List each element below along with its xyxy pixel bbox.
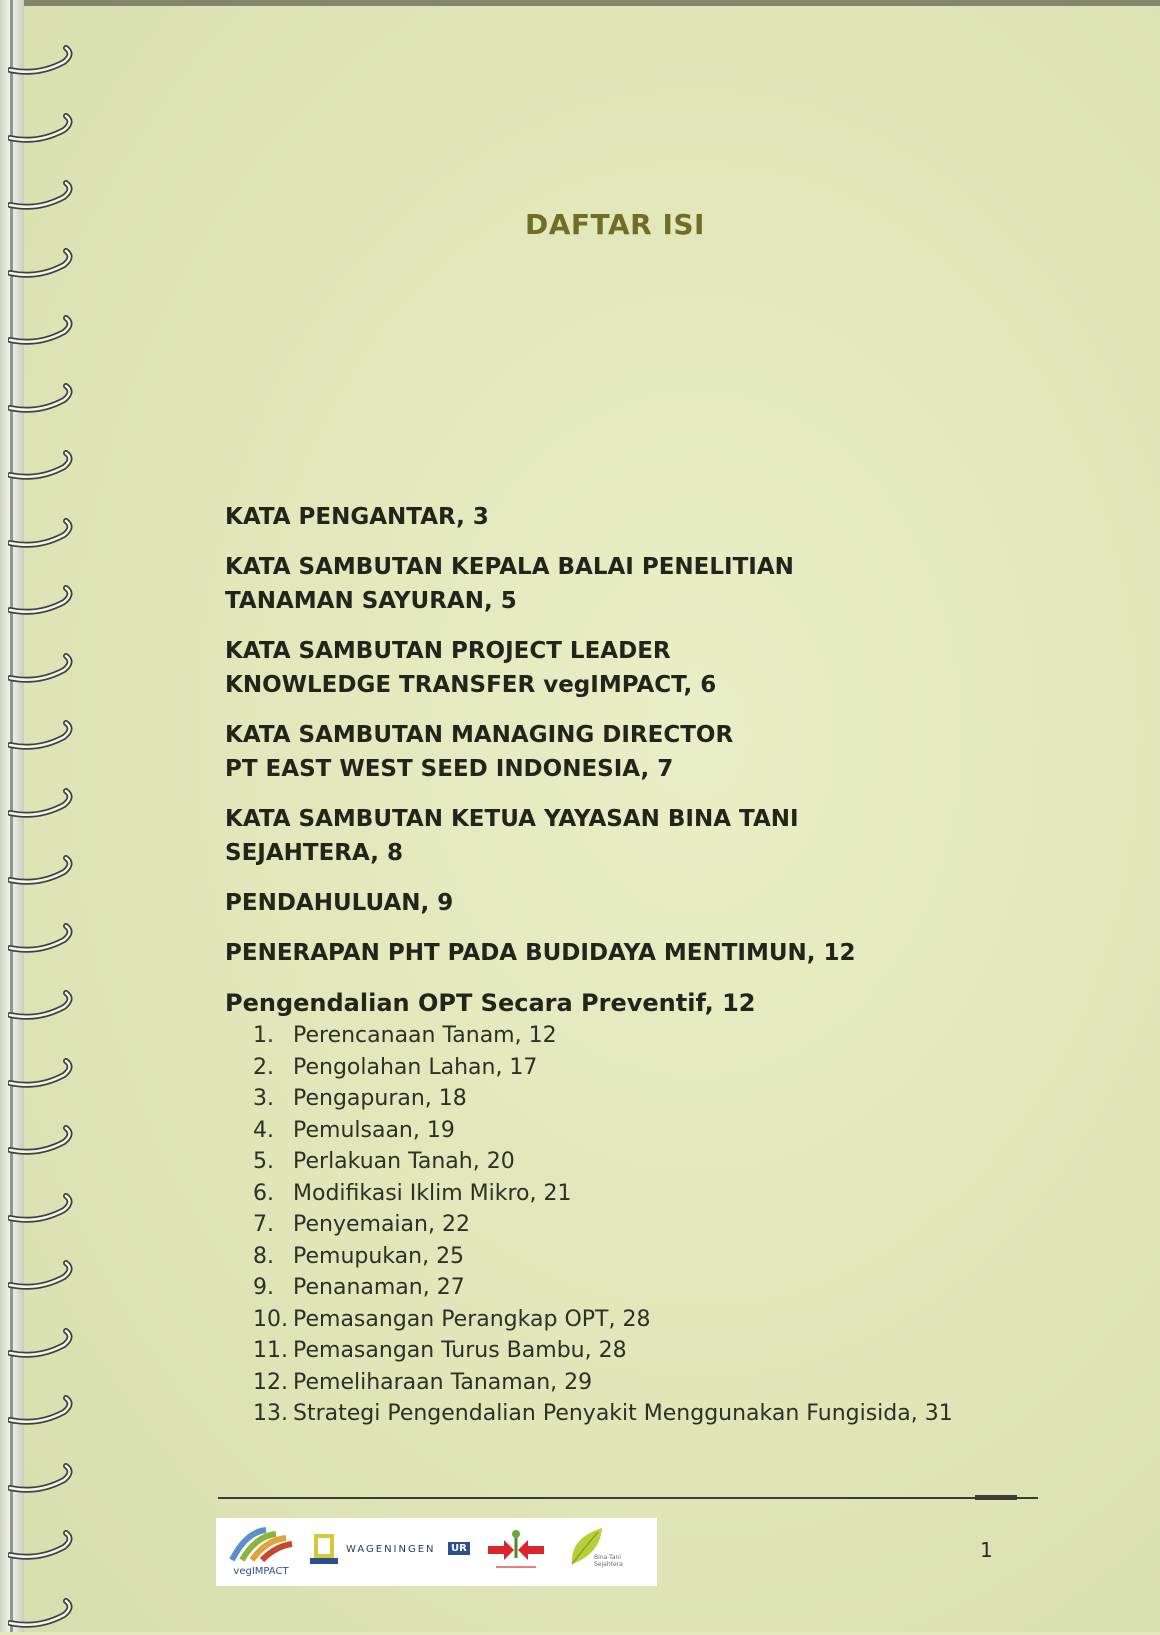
wageningen-logo	[310, 1532, 470, 1572]
bina-tani-logo-label: Bina Tani Sejahtera	[594, 1554, 623, 1568]
toc-entry-line: SEJAHTERA, 8	[225, 840, 403, 866]
toc-list-item	[253, 1209, 1105, 1241]
toc-subsection-list	[225, 1020, 1105, 1430]
spiral-coil	[8, 1460, 78, 1500]
toc-list-item-text: Pengapuran, 18	[293, 1086, 467, 1111]
toc-list-item-text: Pemasangan Perangkap OPT, 28	[293, 1306, 651, 1332]
spiral-coil	[8, 447, 78, 487]
page-number: 1	[980, 1538, 993, 1562]
toc-entry-line: KATA SAMBUTAN KEPALA BALAI PENELITIAN	[225, 554, 794, 580]
partner-logos	[216, 1518, 657, 1586]
spiral-coil	[8, 312, 78, 352]
spiral-coil	[8, 1392, 78, 1432]
spiral-coil	[8, 515, 78, 555]
spiral-coil	[8, 110, 78, 150]
spiral-coil	[8, 852, 78, 892]
spiral-coil	[8, 245, 78, 285]
toc-entry	[225, 634, 1105, 702]
toc-list-item-text: Perencanaan Tanam, 12	[293, 1023, 557, 1048]
ewindo-arrows-icon	[486, 1528, 546, 1574]
page-top-edge	[0, 0, 1160, 6]
spiral-coil	[8, 1122, 78, 1162]
toc-list-item	[253, 1304, 1105, 1336]
toc-list-item-text: Pengolahan Lahan, 17	[293, 1054, 538, 1080]
footer-rule	[218, 1497, 1038, 1499]
toc-list-item	[253, 1367, 1105, 1399]
spiral-coil	[8, 920, 78, 960]
bina-tani-logo	[566, 1524, 646, 1580]
toc-list-item-number: 3.	[253, 1086, 274, 1111]
spiral-coil	[8, 1527, 78, 1567]
vegimpact-logo	[226, 1524, 296, 1580]
spiral-coil	[8, 1595, 78, 1635]
toc-entry-line: PENDAHULUAN, 9	[225, 890, 454, 916]
spiral-coil	[8, 785, 78, 825]
spiral-coil	[8, 987, 78, 1027]
toc-list-item-number: 5.	[253, 1149, 274, 1174]
toc-entry	[225, 886, 1105, 920]
spiral-coil	[8, 650, 78, 690]
toc-entry	[225, 718, 1105, 786]
spiral-coil	[8, 582, 78, 622]
toc-entries	[225, 500, 1105, 970]
table-of-contents	[225, 500, 1105, 1430]
spiral-coil	[8, 1325, 78, 1365]
toc-list-item-text: Pemeliharaan Tanaman, 29	[293, 1369, 593, 1395]
toc-list-item-text: Penanaman, 27	[293, 1275, 465, 1300]
toc-list-item	[253, 1052, 1105, 1084]
toc-list-item-number: 9.	[253, 1275, 274, 1300]
toc-list-item-number: 7.	[253, 1212, 274, 1237]
wageningen-ur-badge: UR	[448, 1542, 470, 1555]
spiral-coil	[8, 380, 78, 420]
toc-entry-line: PT EAST WEST SEED INDONESIA, 7	[225, 756, 674, 782]
toc-entry-line: PENERAPAN PHT PADA BUDIDAYA MENTIMUN, 12	[225, 940, 856, 966]
toc-entry	[225, 550, 1105, 618]
toc-list-item	[253, 1241, 1105, 1273]
toc-list-item-number: 12.	[253, 1369, 288, 1395]
toc-list-item-text: Pemupukan, 25	[293, 1243, 465, 1269]
toc-entry	[225, 500, 1105, 534]
spiral-coil	[8, 717, 78, 757]
ewindo-logo	[486, 1528, 546, 1576]
toc-list-item-number: 4.	[253, 1117, 274, 1143]
footer-rule-accent	[975, 1495, 1017, 1500]
spiral-coil	[8, 42, 78, 82]
toc-list-item-number: 8.	[253, 1243, 274, 1269]
toc-entry-line: KATA SAMBUTAN PROJECT LEADER	[225, 638, 671, 664]
toc-list-item	[253, 1335, 1105, 1367]
spiral-coil	[8, 1055, 78, 1095]
wageningen-building-icon	[310, 1532, 338, 1566]
spiral-coil	[8, 1257, 78, 1297]
toc-list-item	[253, 1083, 1105, 1115]
toc-list-item	[253, 1020, 1105, 1052]
toc-entry-line: TANAMAN SAYURAN, 5	[225, 588, 517, 614]
toc-list-item-text: Pemasangan Turus Bambu, 28	[293, 1338, 627, 1363]
vegimpact-logo-label: vegIMPACT	[233, 1566, 289, 1577]
toc-list-item	[253, 1146, 1105, 1178]
toc-list-item-number: 6.	[253, 1180, 274, 1206]
toc-list-item-number: 2.	[253, 1054, 274, 1080]
page-title: DAFTAR ISI	[525, 208, 705, 241]
toc-list-item	[253, 1178, 1105, 1210]
spiral-coil	[8, 1190, 78, 1230]
toc-entry-line: KATA SAMBUTAN MANAGING DIRECTOR	[225, 722, 734, 748]
toc-entry	[225, 802, 1105, 870]
toc-list-item-text: Penyemaian, 22	[293, 1212, 470, 1237]
toc-list-item	[253, 1115, 1105, 1147]
toc-list-item	[253, 1398, 1105, 1430]
toc-list-item	[253, 1272, 1105, 1304]
toc-list-item-number: 13.	[253, 1401, 288, 1426]
toc-list-item-number: 1.	[253, 1023, 274, 1048]
toc-subsection-heading: Pengendalian OPT Secara Preventif, 12	[225, 989, 756, 1017]
toc-list-item-text: Perlakuan Tanah, 20	[293, 1149, 515, 1174]
toc-list-item-text: Strategi Pengendalian Penyakit Menggunakan Fungisida, 31	[293, 1401, 953, 1426]
toc-entry-line: KNOWLEDGE TRANSFER vegIMPACT, 6	[225, 672, 717, 698]
toc-entry-line: KATA PENGANTAR, 3	[225, 504, 489, 530]
toc-list-item-text: Pemulsaan, 19	[293, 1117, 455, 1143]
toc-list-item-number: 11.	[253, 1338, 288, 1363]
toc-list-item-number: 10.	[253, 1306, 288, 1332]
toc-entry-line: KATA SAMBUTAN KETUA YAYASAN BINA TANI	[225, 806, 799, 832]
toc-list-item-text: Modifikasi Iklim Mikro, 21	[293, 1180, 572, 1206]
wageningen-logo-label: WAGENINGEN	[346, 1544, 436, 1555]
vegimpact-icon	[226, 1524, 296, 1564]
toc-entry	[225, 936, 1105, 970]
